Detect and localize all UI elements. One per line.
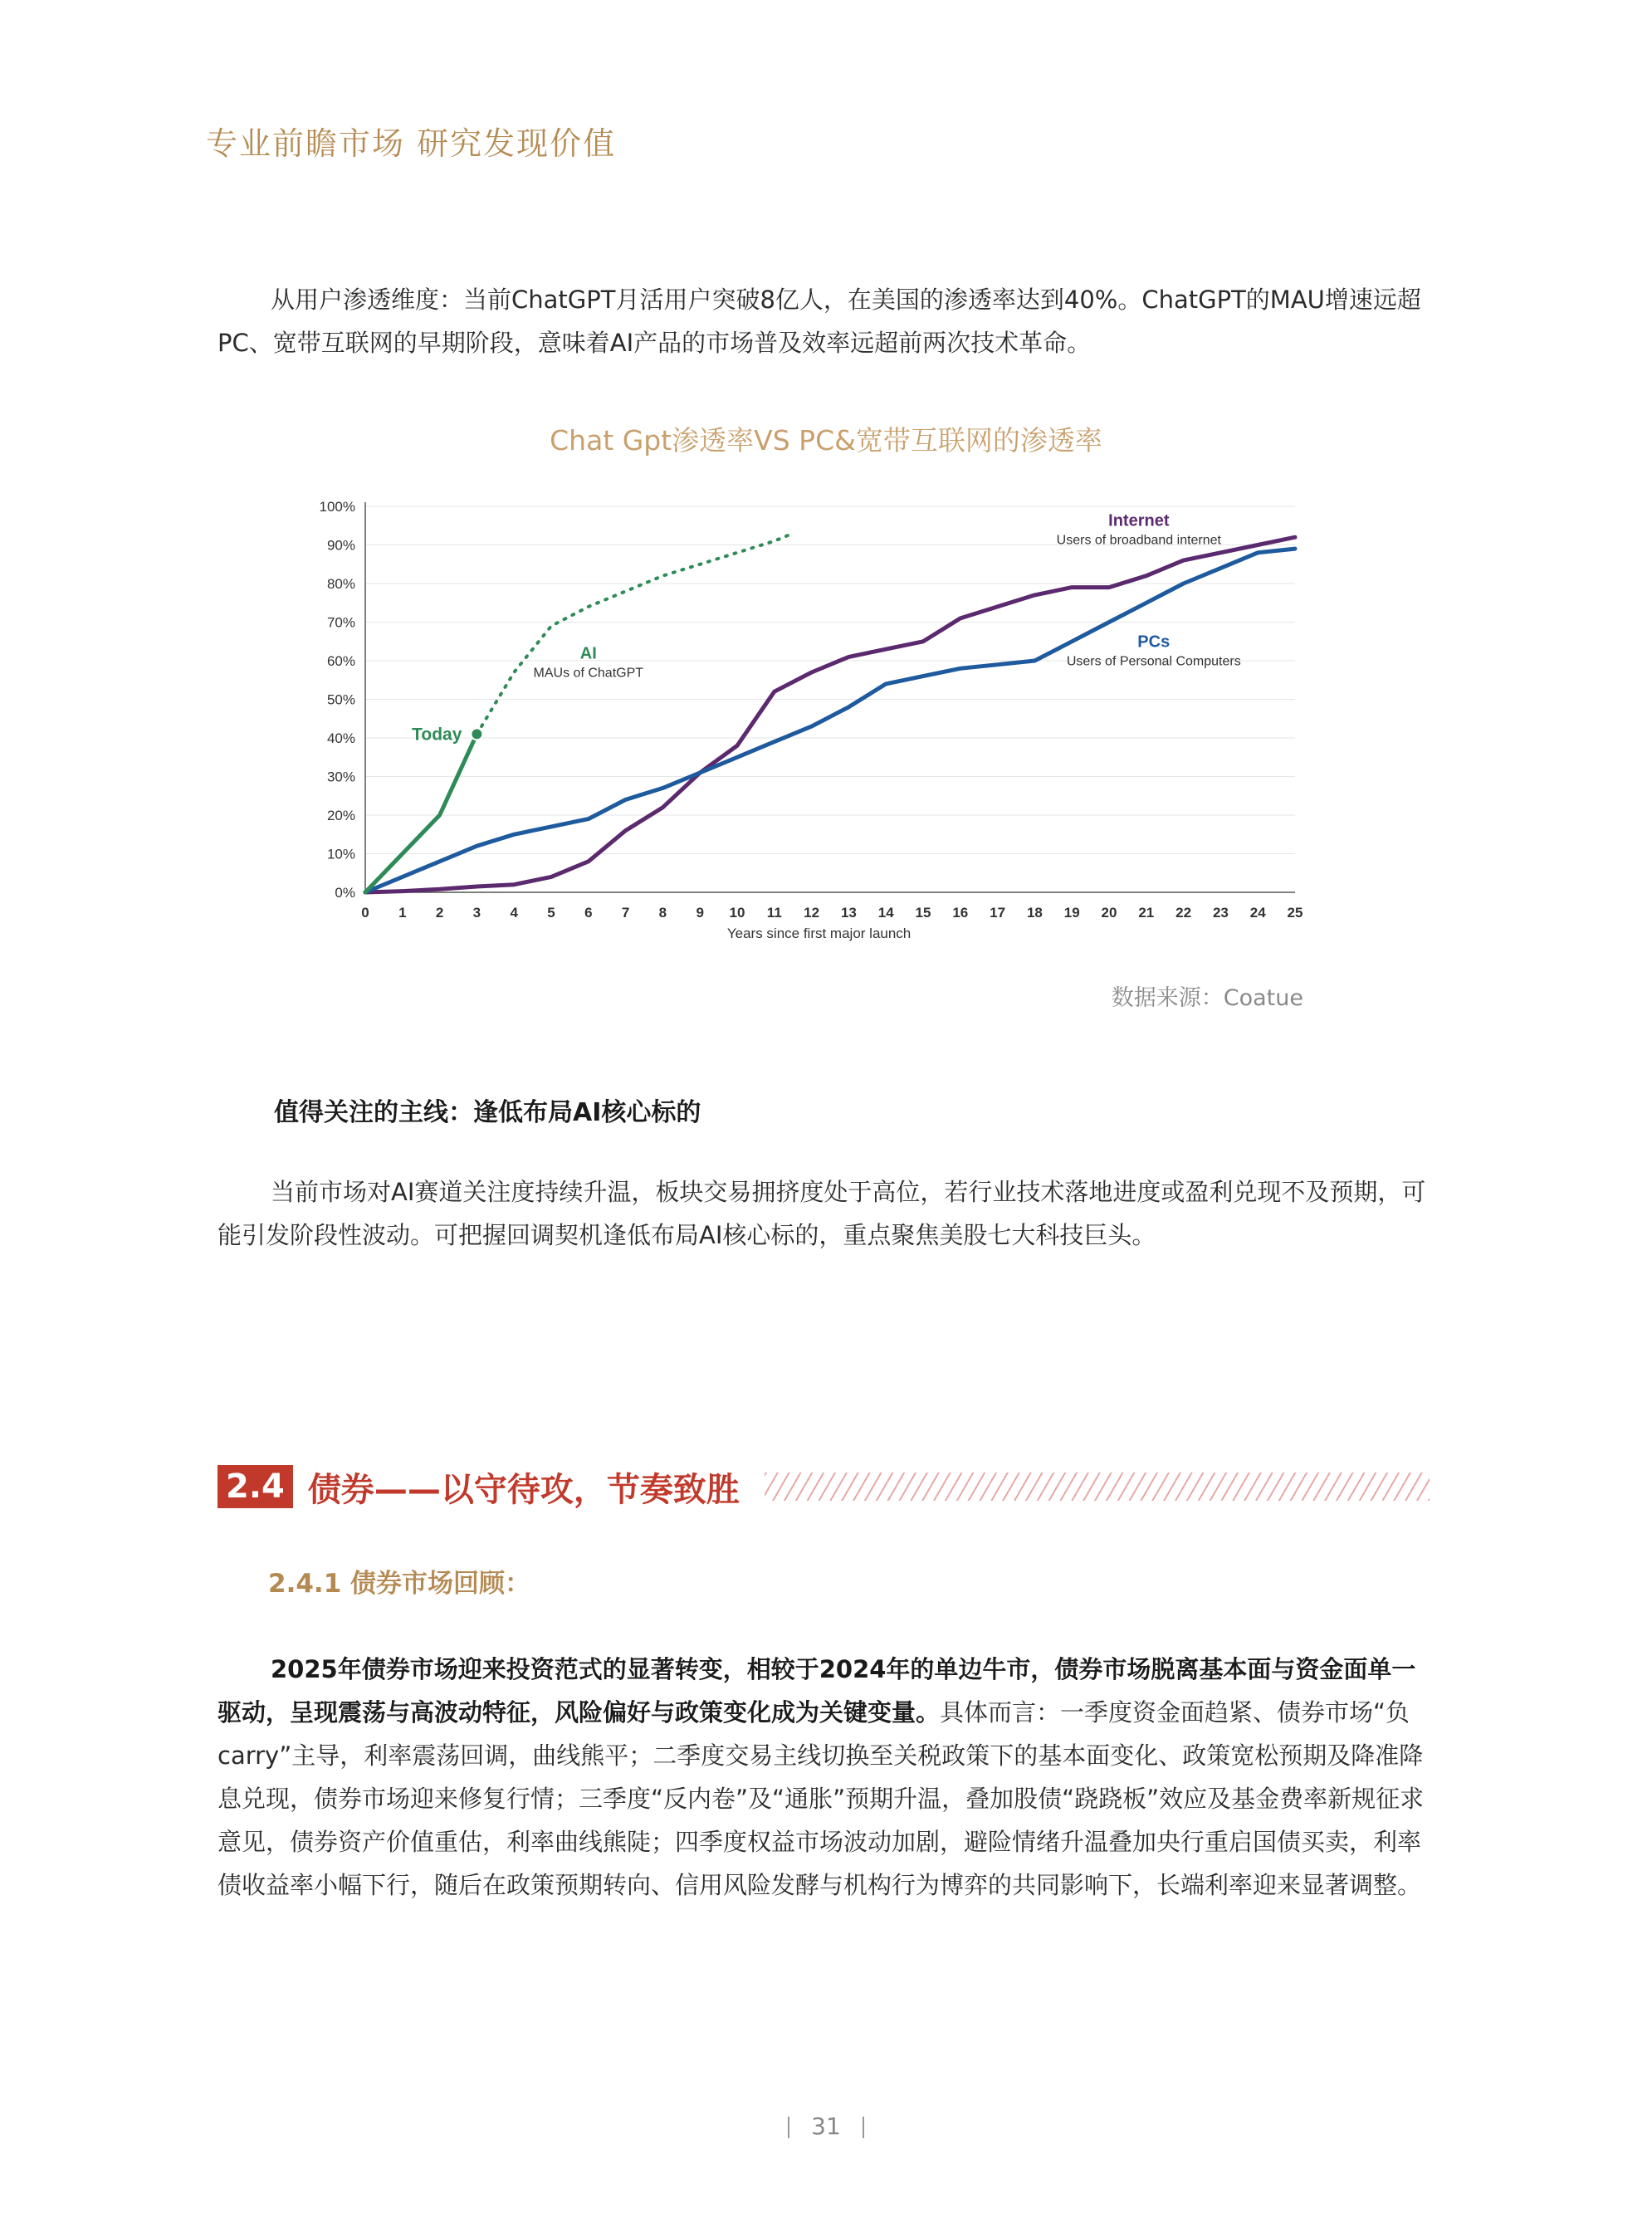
footer-bar-right xyxy=(863,2117,864,2138)
today-marker xyxy=(471,728,482,740)
section-number: 2.4 xyxy=(217,1465,293,1508)
x-tick-label: 22 xyxy=(1175,905,1192,921)
y-tick-label: 80% xyxy=(326,576,355,592)
section-title: 债券——以守待攻，节奏致胜 xyxy=(307,1470,740,1509)
subsection-title: 2.4.1 债券市场回顾： xyxy=(268,1569,531,1599)
y-tick-label: 100% xyxy=(319,499,355,515)
today-label: Today xyxy=(412,725,462,745)
x-tick-label: 20 xyxy=(1101,905,1117,921)
x-tick-label: 17 xyxy=(990,905,1006,921)
x-tick-label: 18 xyxy=(1026,905,1043,921)
series-label: PCs xyxy=(1137,633,1171,652)
series-label: AI xyxy=(579,644,597,663)
y-tick-label: 0% xyxy=(335,885,355,901)
y-tick-label: 40% xyxy=(326,730,355,746)
series-sublabel: MAUs of ChatGPT xyxy=(533,666,644,681)
series-sublabel: Users of Personal Computers xyxy=(1066,654,1241,669)
chart-title: Chat Gpt渗透率VS PC&宽带互联网的渗透率 xyxy=(550,424,1102,457)
section-header xyxy=(217,1465,1430,1508)
x-tick-label: 9 xyxy=(696,905,704,921)
page-number: 31 xyxy=(811,2112,841,2140)
x-tick-label: 14 xyxy=(877,905,894,921)
x-tick-label: 11 xyxy=(766,905,782,921)
header-slogan: 专业前瞻市场 研究发现价值 xyxy=(206,125,617,162)
intro-paragraph xyxy=(217,278,1438,364)
intro-text: 从用户渗透维度：当前ChatGPT月活用户突破8亿人，在美国的渗透率达到40%。ChatGPT的MAU增速远超PC、宽带互联网的早期阶段，意味着AI产品的市场普及效率远超前两次技术革命。 xyxy=(217,286,1421,357)
x-axis-label: Years since first major launch xyxy=(726,926,912,941)
focus-text: 当前市场对AI赛道关注度持续升温，板块交易拥挤度处于高位，若行业技术落地进度或盈利兑现不及预期，可能引发阶段性波动。可把握回调契机逢低布局AI核心标的，重点聚焦美股七大科技巨头。 xyxy=(217,1178,1426,1249)
y-tick-label: 60% xyxy=(326,653,355,669)
bond-body-text: 具体而言：一季度资金面趋紧、债券市场“负carry”主导，利率震荡回调，曲线熊平；二季度交易主线切换至关税政策下的基本面变化、政策宽松预期及降准降息兑现，债券市场迎来修复行情；三季度“反内卷”及“通胀”预期升温，叠加股债“跷跷板”效应及基金费率新规征求意见，债券资产价值重估，利率曲线熊陡；四季度权益市场波动加剧，避险情绪升温叠加央行重启国债买卖，利率债收益率小幅下行，随后在政策预期转向、信用风险发酵与机构行为博弈的共同影响下，长端利率迎来显著调整。 xyxy=(217,1698,1425,1899)
x-tick-label: 2 xyxy=(435,905,444,921)
y-tick-label: 90% xyxy=(326,537,355,554)
x-tick-label: 16 xyxy=(952,905,969,921)
bond-lead-text: 2025年债券市场迎来投资范式的显著转变，相较于2024年的单边牛市，债券市场脱离基本面与资金面单一驱动，呈现震荡与高波动特征，风险偏好与政策变化成为关键变量。 xyxy=(217,1655,1416,1727)
series-line-ai-projected- xyxy=(477,534,793,735)
y-tick-label: 50% xyxy=(326,691,355,708)
x-tick-label: 13 xyxy=(840,905,857,921)
y-tick-label: 70% xyxy=(326,614,355,631)
x-tick-label: 1 xyxy=(398,905,407,921)
x-tick-label: 8 xyxy=(658,905,667,921)
x-tick-label: 0 xyxy=(361,905,369,921)
y-tick-label: 30% xyxy=(326,769,355,785)
x-tick-label: 25 xyxy=(1287,905,1303,921)
footer-bar-left xyxy=(788,2117,789,2138)
x-tick-label: 15 xyxy=(915,905,931,921)
x-tick-label: 23 xyxy=(1212,905,1229,921)
chart-source: 数据来源：Coatue xyxy=(1111,985,1303,1011)
x-tick-label: 4 xyxy=(510,905,518,921)
x-tick-label: 6 xyxy=(584,905,593,921)
page-footer xyxy=(0,2112,1652,2140)
y-tick-label: 10% xyxy=(326,846,355,862)
series-label: Internet xyxy=(1108,511,1170,530)
x-tick-label: 24 xyxy=(1249,905,1266,921)
series-line-pcs xyxy=(365,549,1295,892)
x-tick-label: 21 xyxy=(1138,905,1155,921)
bond-paragraph xyxy=(217,1648,1438,1907)
x-tick-label: 3 xyxy=(472,905,481,921)
focus-heading: 值得关注的主线：逢低布局AI核心标的 xyxy=(274,1098,701,1127)
focus-paragraph xyxy=(217,1170,1438,1257)
penetration-chart xyxy=(299,486,1312,959)
x-tick-label: 7 xyxy=(621,905,630,921)
x-tick-label: 10 xyxy=(729,905,745,921)
y-tick-label: 20% xyxy=(326,808,355,823)
section-hatch-decoration xyxy=(765,1473,1430,1501)
x-tick-label: 12 xyxy=(804,905,820,921)
x-tick-label: 5 xyxy=(547,905,555,921)
series-sublabel: Users of broadband internet xyxy=(1056,533,1222,548)
x-tick-label: 19 xyxy=(1063,905,1080,921)
